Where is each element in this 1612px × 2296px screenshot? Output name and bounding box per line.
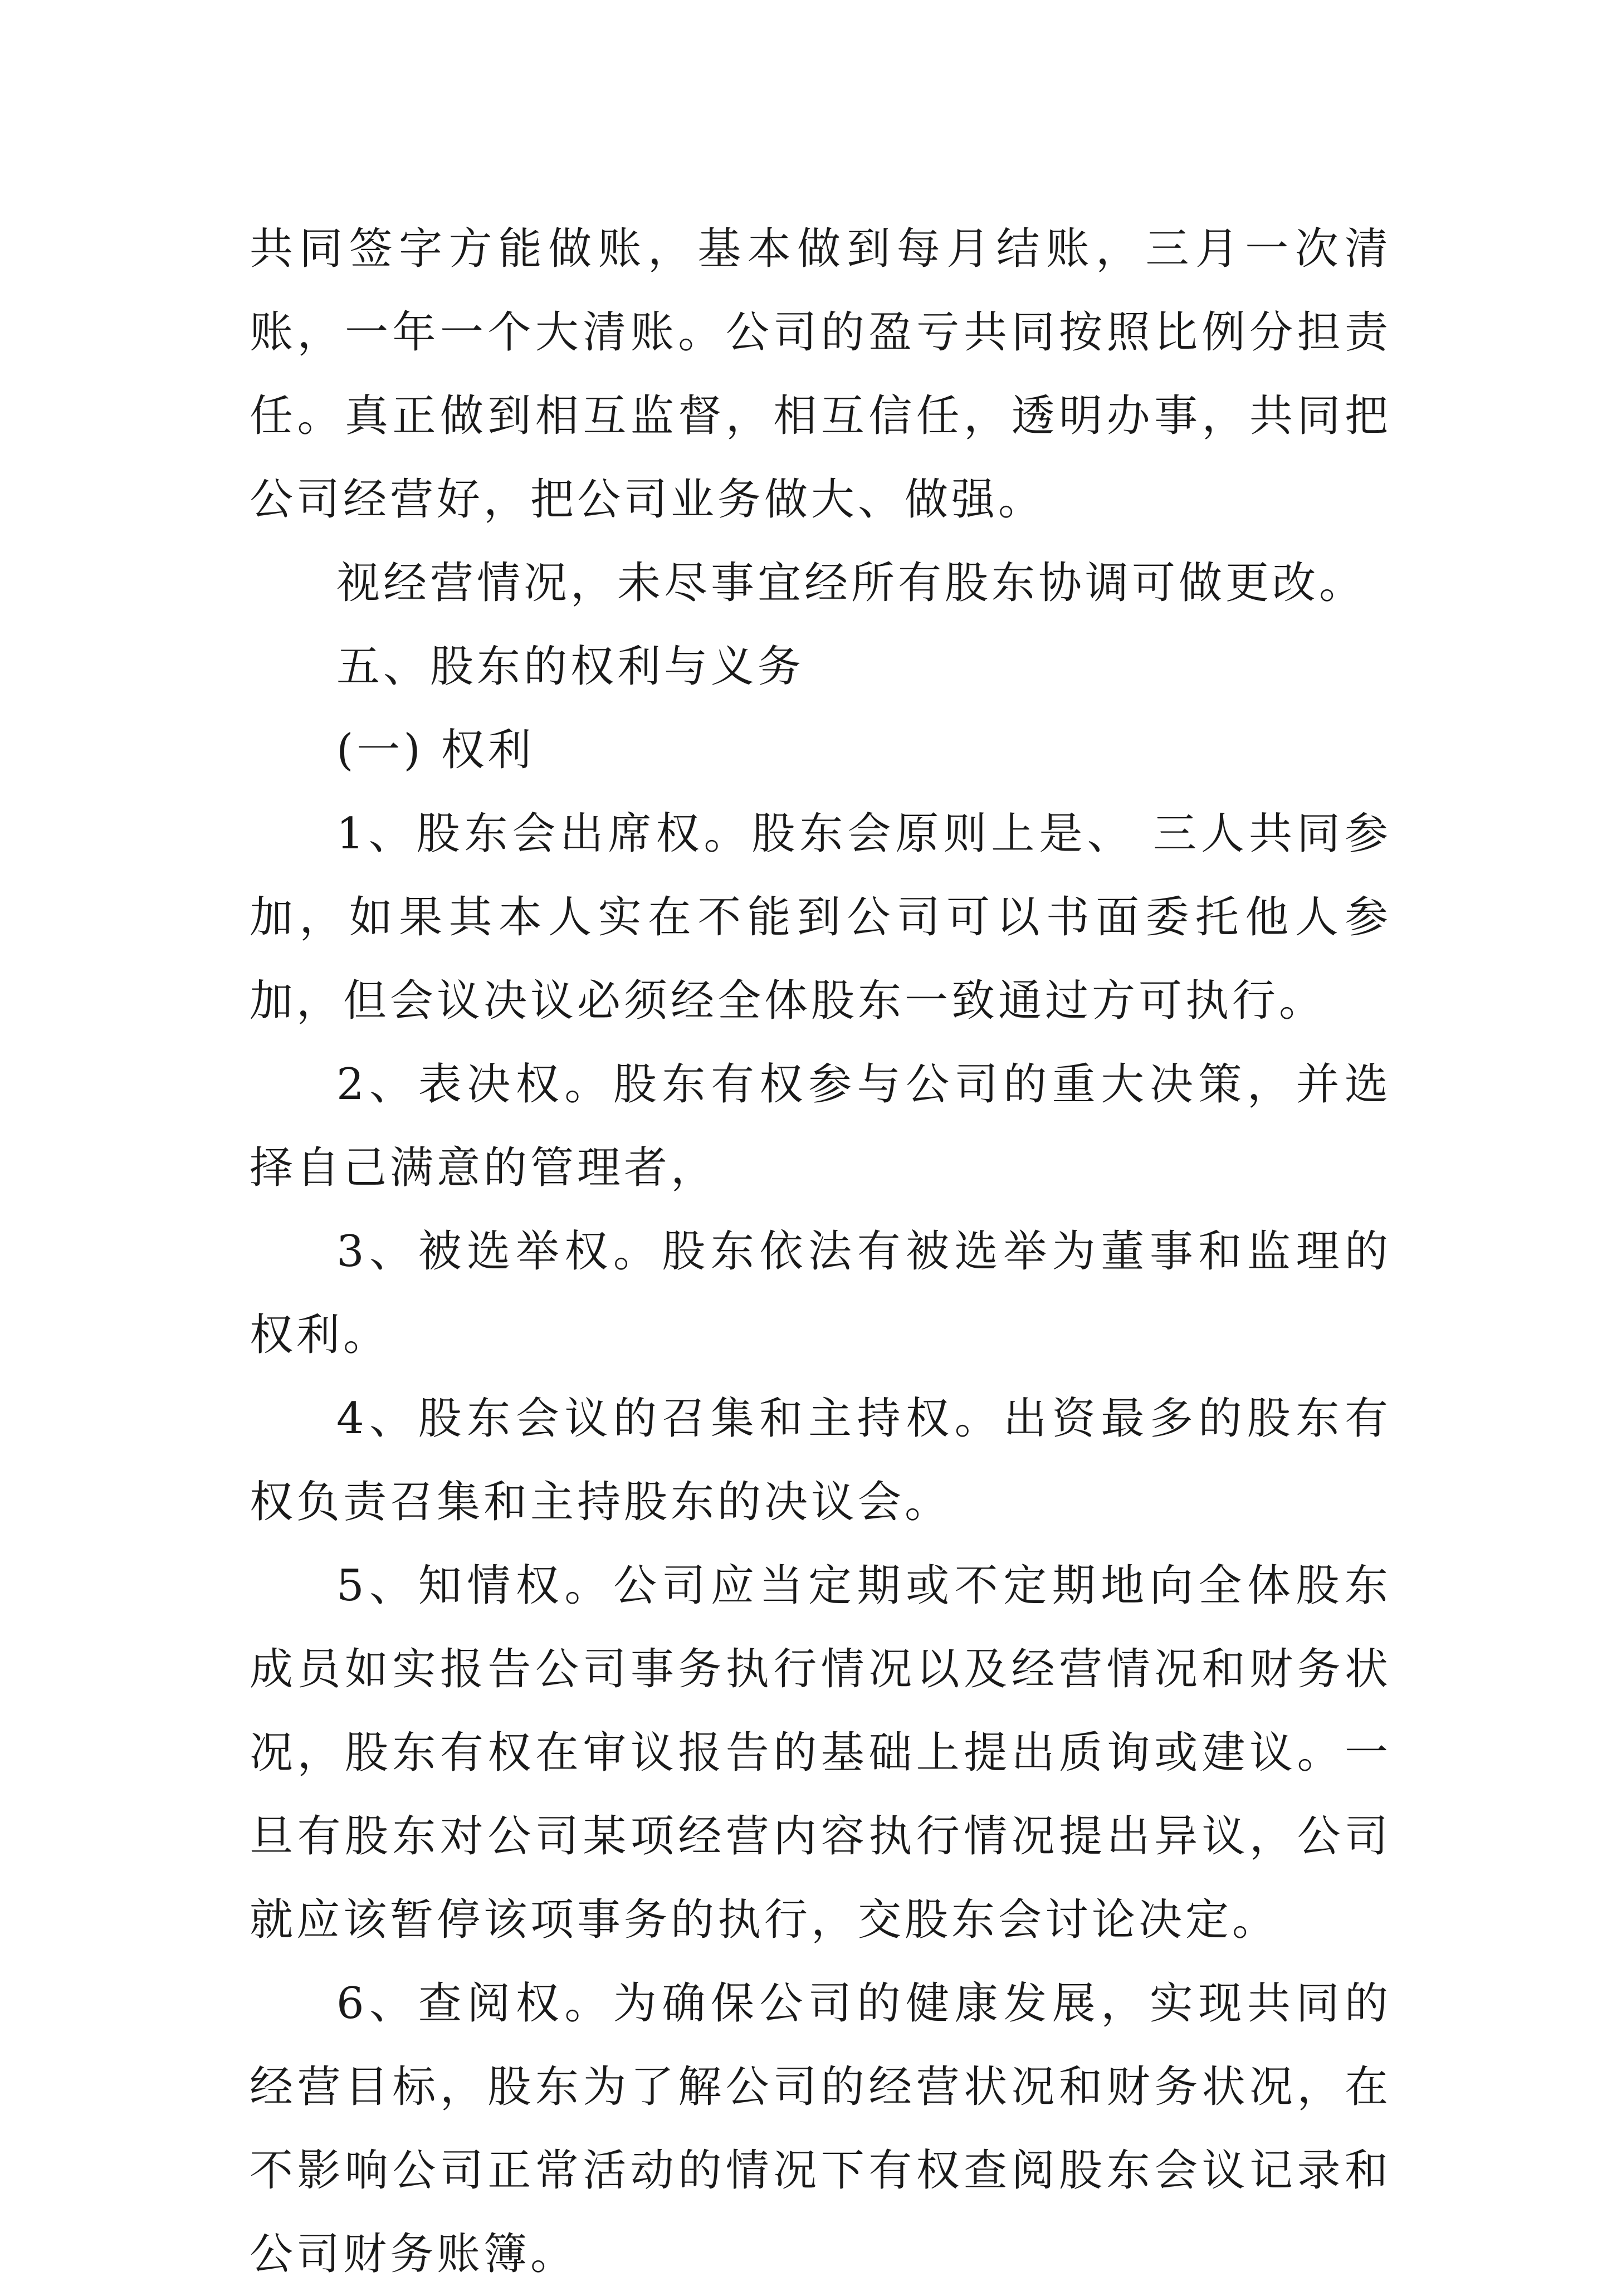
list-item: 1、股东会出席权。股东会原则上是、 三人共同参加，如果其本人实在不能到公司可以书面委托他人参加，但会议决议必须经全体股东一致通过方可执行。 [250, 809, 1391, 1026]
list-item: 6、查阅权。为确保公司的健康发展，实现共同的经营目标，股东为了解公司的经营状况和财务状况，在不影响公司正常活动的情况下有权查阅股东会议记录和公司财务账簿。 [250, 1979, 1391, 2279]
list-item: 3、被选举权。股东依法有被选举为董事和监理的权利。 [250, 1227, 1391, 1360]
section-heading: 五、股东的权利与义务 [336, 642, 805, 692]
list-item: 4、股东会议的召集和主持权。出资最多的股东有权负责召集和主持股东的决议会。 [250, 1394, 1391, 1527]
subsection-heading: (一) 权利 [336, 725, 535, 775]
paragraph-continuation: 共同签字方能做账，基本做到每月结账，三月一次清账，一年一个大清账。公司的盈亏共同按照比例分担责任。真正做到相互监督，相互信任，透明办事，共同把公司经营好，把公司业务做大、做强。 [250, 224, 1391, 525]
list-item: 2、表决权。股东有权参与公司的重大决策，并选择自己满意的管理者， [250, 1059, 1391, 1193]
document-body [250, 207, 1391, 2296]
paragraph-note: 视经营情况，未尽事宜经所有股东协调可做更改。 [336, 558, 1366, 608]
list-item: 5、知情权。公司应当定期或不定期地向全体股东成员如实报告公司事务执行情况以及经营情况和财务状况，股东有权在审议报告的基础上提出质询或建议。一旦有股东对公司某项经营内容执行情况提出异议，公司就应该暂停该项事务的执行，交股东会讨论决定。 [250, 1561, 1391, 1945]
